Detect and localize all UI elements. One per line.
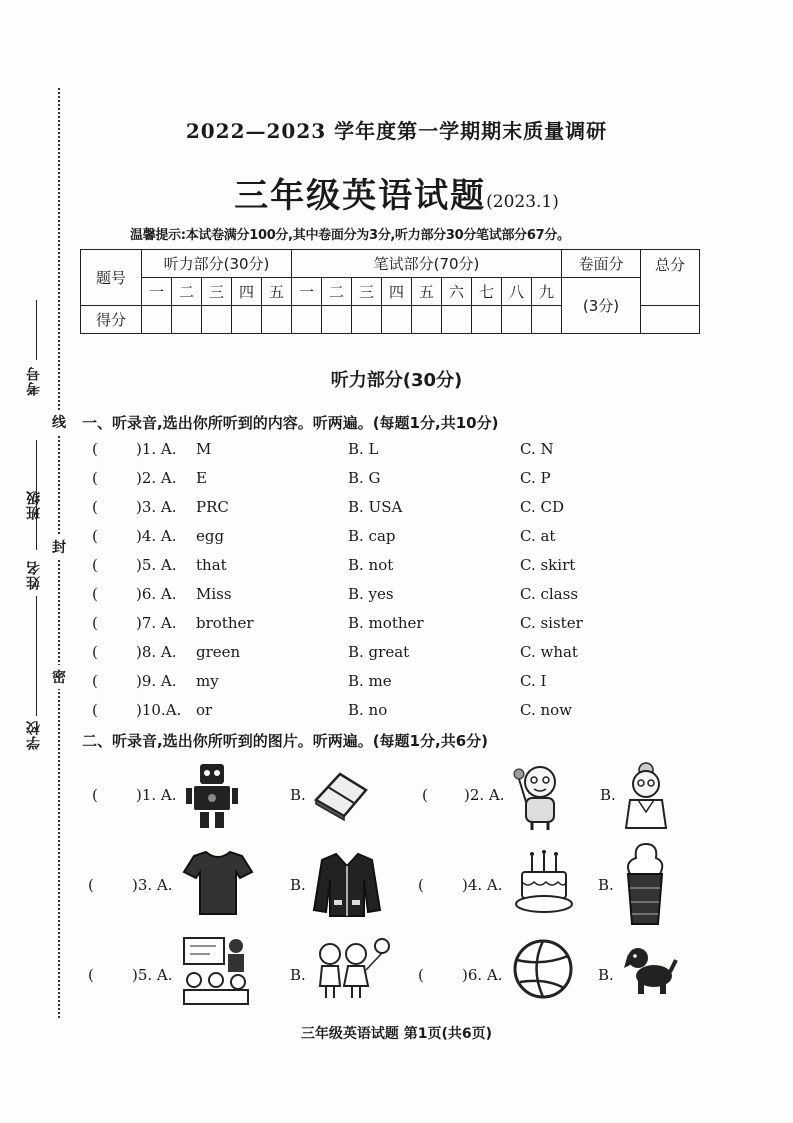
robot-icon[interactable] (184, 762, 240, 830)
question-row (92, 614, 732, 638)
option-b[interactable]: B. me (348, 672, 392, 690)
field-examno: 考号 (26, 366, 42, 396)
field-class: 班级 (26, 490, 42, 520)
answer-paren[interactable]: ( (92, 440, 98, 458)
pic-question-row: ( )3. A. B. ( )4. A. B. (92, 846, 712, 926)
score-cell[interactable] (172, 306, 202, 334)
option-a[interactable]: brother (196, 614, 254, 632)
exam-subtitle: 2022—2023 学年度第一学期期末质量调研 (185, 119, 608, 143)
score-cell[interactable] (472, 306, 502, 334)
question-number: )3. A. (136, 498, 177, 516)
seal-feng: 封 (52, 535, 66, 559)
question-number: )8. A. (136, 643, 177, 661)
birthday-cake-icon[interactable] (514, 850, 574, 916)
dog-icon[interactable] (622, 944, 678, 996)
part1-heading: 一、听录音,选出你所听到的内容。听两遍。(每题1分,共10分) (82, 414, 499, 432)
coat-icon[interactable] (310, 850, 384, 920)
ice-cream-icon[interactable] (620, 838, 670, 928)
paper-sub: (3分) (562, 278, 641, 334)
option-b[interactable]: B. USA (348, 498, 403, 516)
page-footer: 三年级英语试题 第1页(共6页) (300, 1026, 493, 1042)
grandma-icon[interactable] (618, 760, 674, 832)
option-c[interactable]: C. P (520, 469, 551, 487)
exam-tip: 温馨提示:本试卷满分100分,其中卷面分为3分,听力部分30分笔试部分67分。 (130, 228, 570, 243)
question-row (92, 440, 732, 464)
option-a[interactable]: egg (196, 527, 225, 545)
listening-header: 听力部分(30分) (142, 250, 292, 278)
option-a[interactable]: or (196, 701, 213, 719)
score-cell[interactable] (502, 306, 532, 334)
option-a[interactable]: M (196, 440, 212, 458)
option-c[interactable]: C. at (520, 527, 556, 545)
question-row (92, 556, 732, 580)
option-a[interactable]: that (196, 556, 227, 574)
listening-section-title: 听力部分(30分) (330, 370, 463, 391)
score-cell[interactable] (232, 306, 262, 334)
option-a[interactable]: my (196, 672, 219, 690)
question-number: )9. A. (136, 672, 177, 690)
option-c[interactable]: C. class (520, 585, 579, 603)
question-number: )4. A. (136, 527, 177, 545)
option-b[interactable]: B. no (348, 701, 388, 719)
answer-paren[interactable]: ( (92, 469, 98, 487)
question-row (92, 672, 732, 696)
option-c[interactable]: C. what (520, 643, 578, 661)
score-cell[interactable] (412, 306, 442, 334)
answer-paren[interactable]: ( (92, 585, 98, 603)
question-row (92, 701, 732, 725)
option-b[interactable]: B. great (348, 643, 410, 661)
option-c[interactable]: C. sister (520, 614, 583, 632)
answer-paren[interactable]: ( (92, 498, 98, 516)
question-number: )2. A. (136, 469, 177, 487)
writing-header: 笔试部分(70分) (292, 250, 562, 278)
exam-date: (2023.1) (486, 192, 559, 212)
answer-paren[interactable]: ( (92, 643, 98, 661)
answer-paren[interactable]: ( (92, 527, 98, 545)
score-cell[interactable] (532, 306, 562, 334)
question-number: )10.A. (136, 701, 182, 719)
question-row (92, 585, 732, 609)
option-c[interactable]: C. N (520, 440, 554, 458)
score-cell[interactable] (442, 306, 472, 334)
option-c[interactable]: C. CD (520, 498, 564, 516)
option-b[interactable]: B. cap (348, 527, 396, 545)
option-b[interactable]: B. L (348, 440, 379, 458)
question-number: )1. A. (136, 440, 177, 458)
answer-paren[interactable]: ( (92, 556, 98, 574)
score-cell[interactable] (322, 306, 352, 334)
option-a[interactable]: PRC (196, 498, 229, 516)
option-c[interactable]: C. I (520, 672, 547, 690)
answer-paren[interactable]: ( (92, 614, 98, 632)
question-row (92, 527, 732, 551)
question-number: )5. A. (136, 556, 177, 574)
score-cell[interactable] (641, 306, 700, 334)
paper-header: 卷面分 (562, 250, 641, 278)
seal-mi: 密 (52, 665, 66, 689)
option-c[interactable]: C. now (520, 701, 573, 719)
volleyball-icon[interactable] (512, 938, 574, 1000)
score-cell[interactable] (202, 306, 232, 334)
eraser-icon[interactable] (310, 766, 370, 822)
option-c[interactable]: C. skirt (520, 556, 576, 574)
grandpa-icon[interactable] (512, 762, 568, 832)
question-number: )6. A. (136, 585, 177, 603)
pic-question-row: ( )5. A. B. ( )6. A. B. (92, 930, 712, 1010)
option-a[interactable]: Miss (196, 585, 232, 603)
exam-title: 三年级英语试题(2023.1) (234, 176, 559, 216)
question-row (92, 469, 732, 493)
option-b[interactable]: B. not (348, 556, 394, 574)
part2-heading: 二、听录音,选出你所听到的图片。听两遍。(每题1分,共6分) (82, 732, 488, 750)
option-b[interactable]: B. yes (348, 585, 394, 603)
answer-paren[interactable]: ( (92, 701, 98, 719)
field-name: 姓名 (26, 560, 42, 590)
score-cell[interactable] (292, 306, 322, 334)
question-row (92, 498, 732, 522)
field-examno-line (36, 300, 37, 360)
score-cell[interactable] (142, 306, 172, 334)
tshirt-icon[interactable] (182, 848, 254, 918)
classroom-icon[interactable] (180, 934, 252, 1008)
option-b[interactable]: B. mother (348, 614, 424, 632)
score-table: 题号 听力部分(30分) 笔试部分(70分) 卷面分 总分 一 二 三 四 五 一 二 三 四 五 六 七 八 九 (3分) 得分 (80, 249, 700, 334)
score-cell[interactable] (382, 306, 412, 334)
children-balloon-icon[interactable] (308, 936, 394, 1002)
row-header: 题号 (81, 250, 142, 306)
seal-xian: 线 (52, 410, 66, 434)
option-b[interactable]: B. G (348, 469, 381, 487)
total-header: 总分 (641, 250, 700, 306)
field-school: 学校 (26, 720, 42, 750)
score-cell[interactable] (262, 306, 292, 334)
option-a[interactable]: E (196, 469, 207, 487)
pic-question-row: ( )1. A. B. ( )2. A. B. (92, 758, 712, 838)
field-school-line (36, 596, 37, 716)
score-cell[interactable] (352, 306, 382, 334)
question-row (92, 643, 732, 667)
question-number: )7. A. (136, 614, 177, 632)
answer-paren[interactable]: ( (92, 672, 98, 690)
score-label: 得分 (81, 306, 142, 334)
option-a[interactable]: green (196, 643, 241, 661)
